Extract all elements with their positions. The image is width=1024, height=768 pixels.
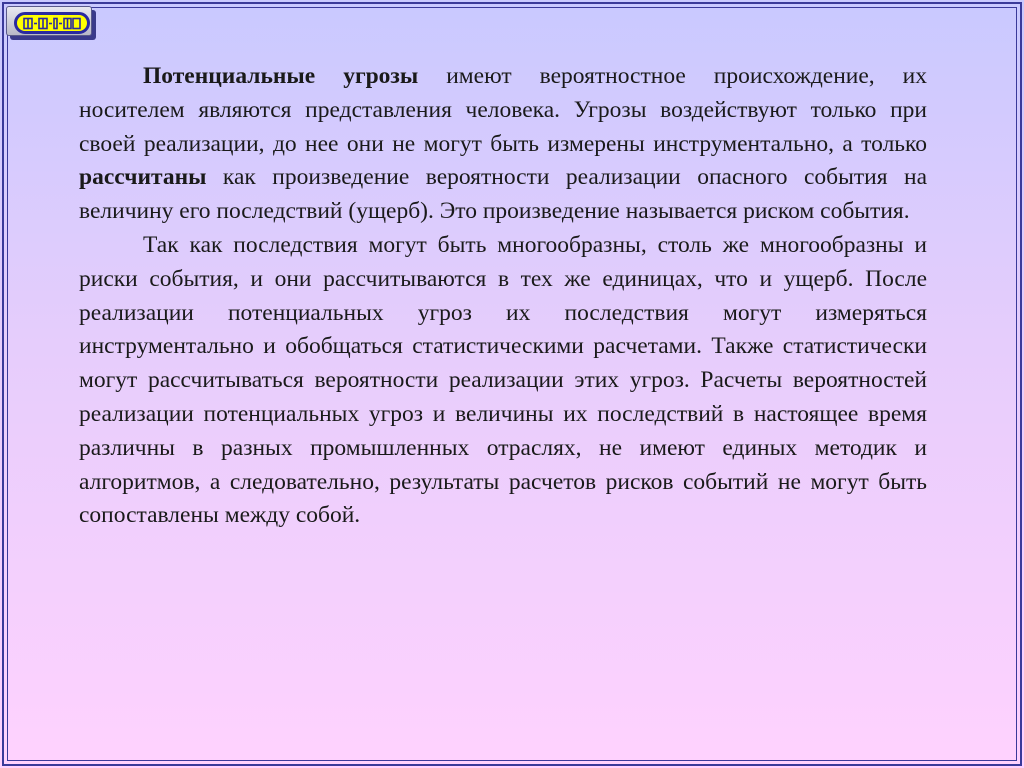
paragraph-threats-text-1: имеют вероятностное происхождение, их носителем являются представления человека. Угрозы воздействуют только при своей реализации, до нее они не могут быть измерены инструментально, а только: [79, 63, 927, 157]
term-calculated: рассчитаны: [79, 164, 207, 191]
home-logo-button[interactable]: [4, 4, 97, 42]
logo-emblem-icon: [23, 17, 81, 30]
paragraph-threats: [79, 60, 927, 229]
logo-button-face: [6, 6, 92, 36]
paragraph-risks: Так как последствия могут быть многообразны, столь же многообразны и риски события, и они рассчитываются в тех же единицах, что и ущерб. После реализации потенциальных угроз их последствия могут измеряться инструментально и обобщаться статистическими расчетами. Также статистически могут рассчитываться вероятности реализации этих угроз. Расчеты вероятностей реализации потенциальных угроз и величины их последствий в настоящее время различны в разных промышленных отраслях, не имеют единых методик и алгоритмов, а следовательно, результаты расчетов рисков событий не могут быть сопоставлены между собой.: [79, 231, 927, 529]
slide-body: [79, 60, 927, 533]
logo-emblem: [14, 12, 90, 34]
term-potential-threats: Потенциальные угрозы: [143, 63, 419, 89]
paragraph-threats-text-2: как произведение вероятности реализации опасного события на величину его последствий (ущерб). Это произведение называется риском события.: [79, 164, 927, 225]
